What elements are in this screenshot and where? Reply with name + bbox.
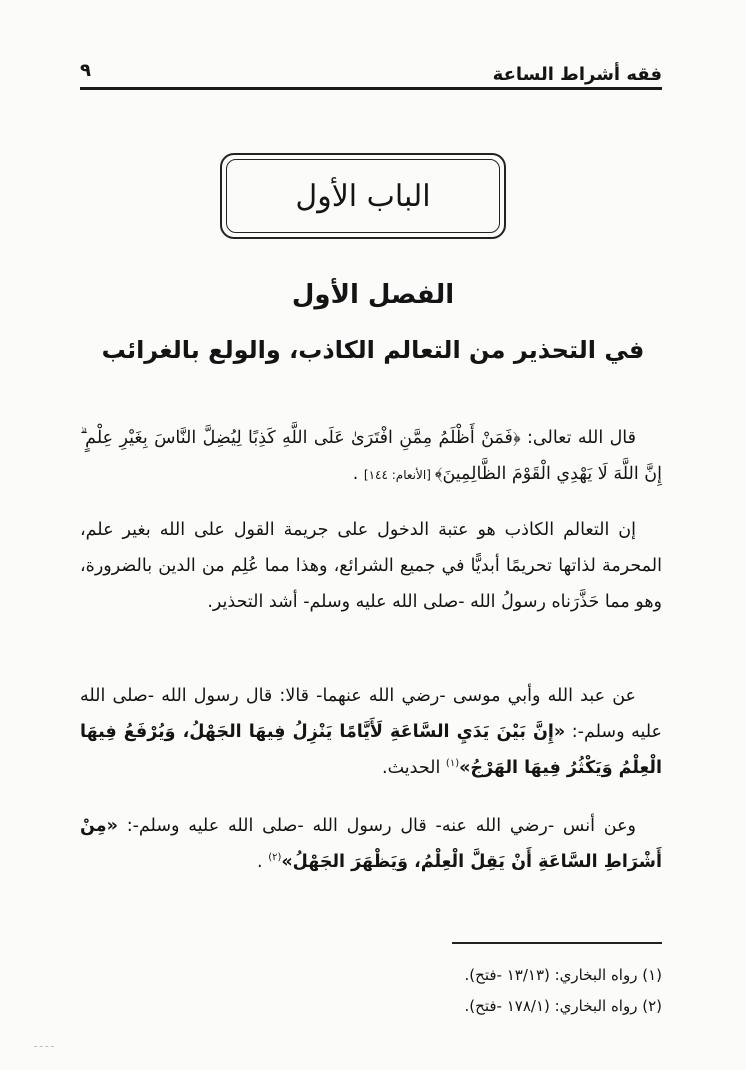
hadith-intro: وعن أنس -رضي الله عنه- قال رسول الله -صلى الله عليه وسلم-: [117, 816, 636, 836]
quran-verse: ﴿فَمَنْ أَظْلَمُ مِمَّنِ افْتَرَىٰ عَلَى اللَّهِ كَذِبًا لِيُضِلَّ النَّاسَ بِغَيْرِ عِلْمٍ ۗ إِنَّ اللَّهَ لَا يَهْدِي الْقَوْمَ الظَّالِمِينَ﴾ [80, 428, 662, 484]
page-number: ٩ [80, 60, 91, 81]
chapter-subtitle: في التحذير من التعالم الكاذب، والولع بالغرائب [101, 336, 645, 364]
hadith-end: الحديث. [382, 758, 446, 778]
hadith-intro: عن عبد الله وأبي موسى -رضي الله عنهما- قالا: قال رسول الله -صلى الله عليه وسلم-: [80, 686, 662, 742]
paragraph-end: . [352, 464, 364, 484]
running-header-title: فقه أشراط الساعة [492, 64, 662, 85]
hadith-text: «مِنْ أَشْرَاطِ السَّاعَةِ أَنْ يَقِلَّ الْعِلْمُ، وَيَظْهَرَ الجَهْلُ» [80, 816, 662, 872]
paragraph-hadith-1 [80, 678, 662, 786]
paragraph-intro: قال الله تعالى: [520, 428, 637, 448]
scan-mark [34, 1042, 54, 1047]
chapter-title: الفصل الأول [291, 280, 455, 310]
paragraph-hadith-2 [80, 808, 662, 880]
section-title: الباب الأول [295, 178, 431, 214]
verse-reference: [الأنعام: ١٤٤] [363, 468, 435, 482]
footnote-divider [452, 942, 662, 944]
footnote-1: (١) رواه البخاري: (١٣/١٣ -فتح). [464, 966, 662, 984]
header-divider [80, 87, 662, 90]
paragraph-body: إن التعالم الكاذب هو عتبة الدخول على جريمة القول على الله بغير علم، المحرمة لذاتها تحريمًا أبديًّا في جميع الشرائع، وهذا مما عُلِم من الدين بالضرورة، وهو مما حَذَّرَناه رسولُ الله -صلى الله عليه وسلم- أشد التحذير. [80, 520, 662, 612]
footnote-2: (٢) رواه البخاري: (١٧٨/١ -فتح). [464, 997, 662, 1015]
hadith-end: . [257, 852, 269, 872]
section-title-frame [220, 153, 506, 239]
footnote-marker: (١) [445, 758, 460, 770]
footnote-marker: (٢) [268, 852, 282, 864]
footnotes [80, 960, 662, 1022]
hadith-text: «إِنَّ بَيْنَ يَدَيِ السَّاعَةِ لَأَيَّامًا يَنْزِلُ فِيهَا الجَهْلُ، وَيُرْفَعُ فِيهَا الْعِلْمُ وَيَكْثُرُ فِيهَا الهَرْجُ» [80, 722, 662, 778]
paragraph-quran-verse [80, 420, 662, 493]
